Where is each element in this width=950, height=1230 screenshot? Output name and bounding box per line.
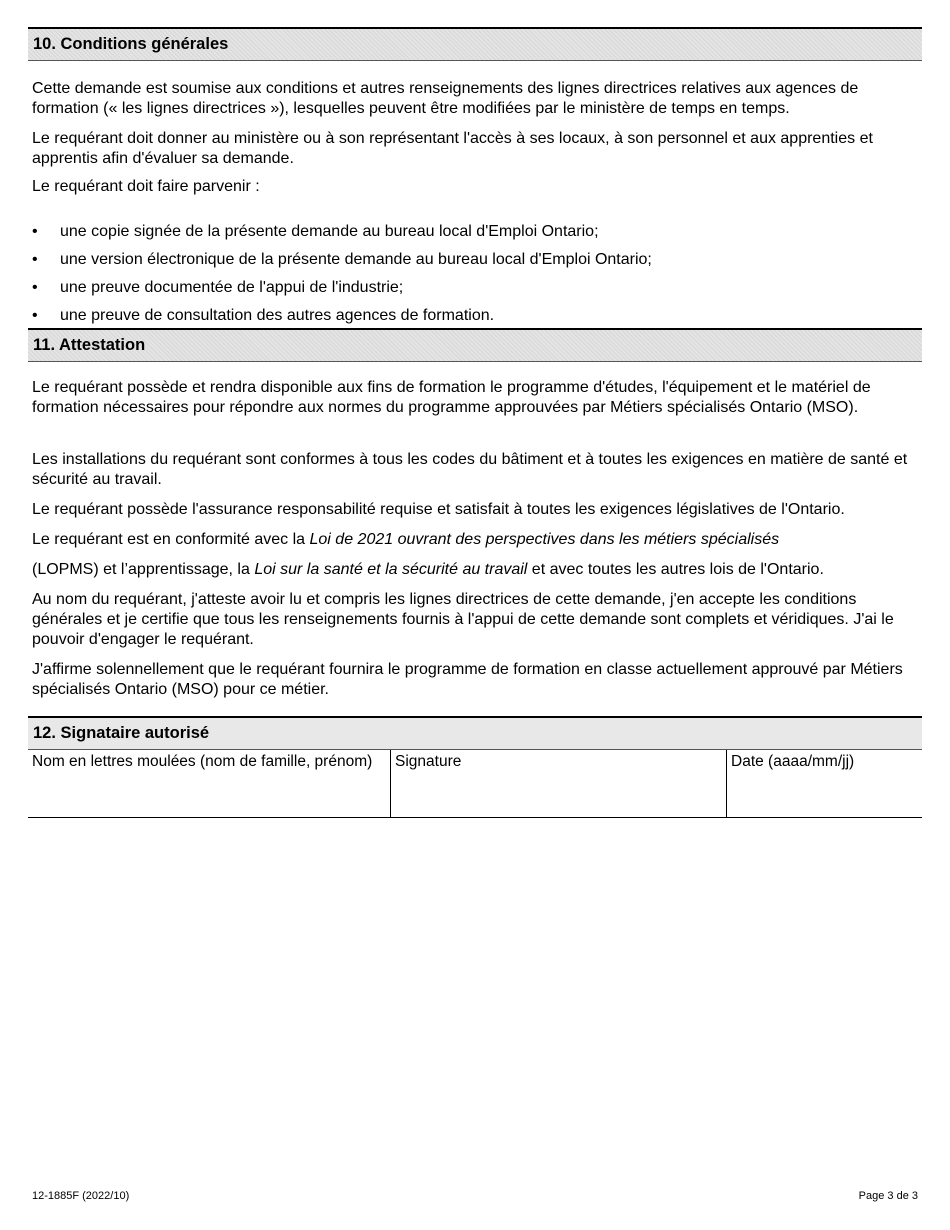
- attestation-paragraph-4: [32, 530, 922, 550]
- conditions-paragraph-1: Cette demande est soumise aux conditions et autres renseignements des lignes directrices relatives aux agences de formation (« les lignes directrices »), lesquelles peuvent être modifiées par le ministère de temps en temps.: [32, 80, 859, 117]
- bullet-dot: •: [32, 251, 38, 268]
- section-12-title: 12. Signataire autorisé: [33, 724, 210, 742]
- list-item: une copie signée de la présente demande au bureau local d'Emploi Ontario;: [60, 223, 599, 240]
- signature-field-label: Signature: [395, 753, 462, 770]
- conditions-paragraph-3: Le requérant doit faire parvenir :: [32, 178, 260, 195]
- p5-text-end: et avec toutes les autres lois de l'Ontario.: [527, 561, 824, 578]
- date-field[interactable]: [727, 750, 922, 817]
- section-11-header: [28, 328, 922, 362]
- section-11-title: 11. Attestation: [33, 336, 146, 354]
- page-number: Page 3 de 3: [858, 1190, 918, 1202]
- p5-text-start: (LOPMS) et l’apprentissage, la: [32, 561, 255, 578]
- bullet-dot: •: [32, 279, 38, 296]
- attestation-paragraph-1: Le requérant possède et rendra disponible aux fins de formation le programme d'études, l'équipement et le matériel de formation nécessaires pour répondre aux normes du programme approuvées par Métiers spécialisés Ontario (MSO).: [32, 379, 871, 416]
- signatory-table: [28, 750, 922, 818]
- bullet-dot: •: [32, 307, 38, 324]
- name-field[interactable]: [28, 750, 390, 817]
- p4-text: Le requérant est en conformité avec la: [32, 531, 310, 548]
- date-field-label: Date (aaaa/mm/jj): [731, 753, 855, 770]
- conditions-paragraph-2: Le requérant doit donner au ministère ou à son représentant l'accès à ses locaux, à son personnel et aux apprenties et apprentis afin d'évaluer sa demande.: [32, 130, 873, 167]
- signature-field[interactable]: [391, 750, 726, 817]
- bullet-dot: •: [32, 223, 38, 240]
- list-item: une preuve de consultation des autres agences de formation.: [60, 307, 495, 324]
- name-field-label: Nom en lettres moulées (nom de famille, prénom): [32, 753, 373, 770]
- attestation-paragraph-2: Les installations du requérant sont conformes à tous les codes du bâtiment et à toutes les exigences en matière de santé et sécurité au travail.: [32, 451, 908, 488]
- form-number: 12-1885F (2022/10): [32, 1190, 130, 1202]
- p5-law-title: Loi sur la santé et la sécurité au travail: [254, 561, 528, 578]
- p4-law-title: Loi de 2021 ouvrant des perspectives dans les métiers spécialisés: [309, 531, 780, 548]
- attestation-paragraph-5: [32, 560, 922, 580]
- section-12-header: [28, 716, 922, 750]
- section-10-header: [28, 27, 922, 61]
- attestation-paragraph-6: Au nom du requérant, j'atteste avoir lu et compris les lignes directrices de cette demande, j'en accepte les conditions générales et je certifie que tous les renseignements fournis à l'appui de cette demande sont complets et véridiques. J'ai le pouvoir d'engager le requérant.: [32, 591, 894, 648]
- list-item: une preuve documentée de l'appui de l'industrie;: [60, 279, 404, 296]
- attestation-paragraph-3: Le requérant possède l'assurance responsabilité requise et satisfait à toutes les exigences législatives de l'Ontario.: [32, 501, 845, 518]
- list-item: une version électronique de la présente demande au bureau local d'Emploi Ontario;: [60, 251, 652, 268]
- section-10-title: 10. Conditions générales: [33, 35, 229, 53]
- attestation-paragraph-7: J'affirme solennellement que le requérant fournira le programme de formation en classe actuellement approuvé par Métiers spécialisés Ontario (MSO) pour ce métier.: [32, 661, 903, 698]
